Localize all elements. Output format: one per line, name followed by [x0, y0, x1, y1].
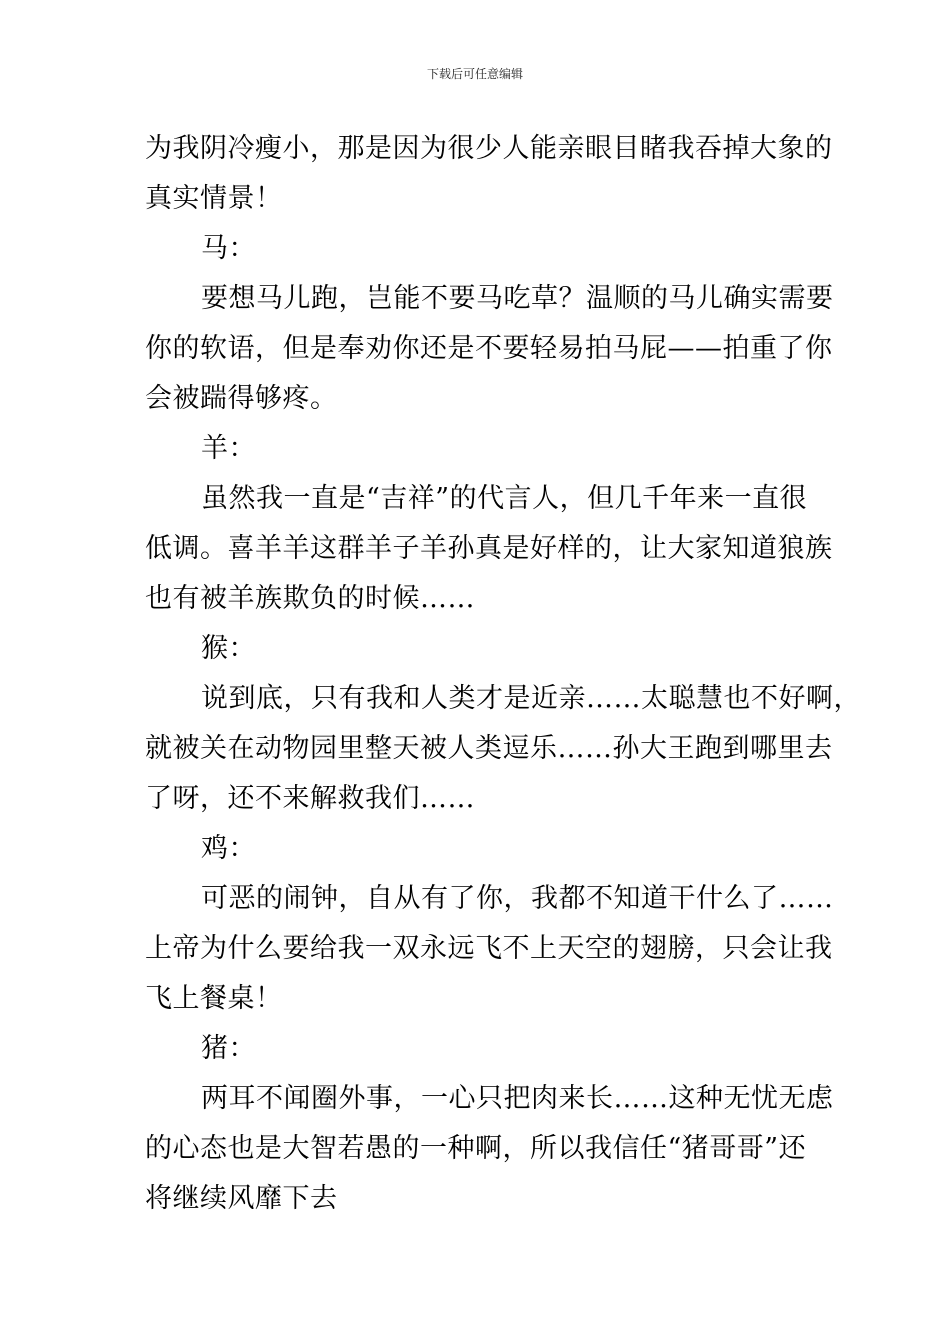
speaker-label-horse: 马： — [201, 233, 256, 264]
speaker-label-rooster: 鸡： — [201, 833, 256, 864]
text-line: 真实情景！ — [145, 183, 283, 214]
text-line: 将继续风靡下去 — [145, 1183, 338, 1214]
text-line: 就被关在动物园里整天被人类逗乐……孙大王跑到哪里去 — [145, 733, 833, 764]
text-line: 上帝为什么要给我一双永远飞不上天空的翅膀，只会让我 — [145, 933, 833, 964]
text-line: 要想马儿跑，岂能不要马吃草？温顺的马儿确实需要 — [201, 283, 834, 314]
speaker-label-pig: 猪： — [201, 1033, 256, 1064]
speaker-label-monkey: 猴： — [201, 633, 256, 664]
text-line: 两耳不闻圈外事，一心只把肉来长……这种无忧无虑 — [201, 1083, 834, 1114]
text-line: 飞上餐桌！ — [145, 983, 283, 1014]
text-line: 低调。喜羊羊这群羊子羊孙真是好样的，让大家知道狼族 — [145, 533, 833, 564]
text-line: 可恶的闹钟，自从有了你，我都不知道干什么了…… — [201, 883, 834, 914]
text-line: 你的软语，但是奉劝你还是不要轻易拍马屁——拍重了你 — [145, 333, 833, 364]
speaker-label-sheep: 羊： — [201, 433, 256, 464]
text-line: 了呀，还不来解救我们…… — [145, 783, 475, 814]
document-body — [145, 124, 861, 1224]
text-line: 的心态也是大智若愚的一种啊，所以我信任“猪哥哥”还 — [145, 1133, 807, 1164]
text-line: 也有被羊族欺负的时候…… — [145, 583, 475, 614]
text-line: 说到底，只有我和人类才是近亲……太聪慧也不好啊， — [201, 683, 861, 714]
text-line: 会被踹得够疼。 — [145, 383, 338, 414]
text-line: 虽然我一直是“吉祥”的代言人，但几千年来一直很 — [201, 483, 808, 514]
text-line: 为我阴冷瘦小，那是因为很少人能亲眼目睹我吞掉大象的 — [145, 133, 833, 164]
page-header-note: 下载后可任意编辑 — [426, 67, 523, 81]
